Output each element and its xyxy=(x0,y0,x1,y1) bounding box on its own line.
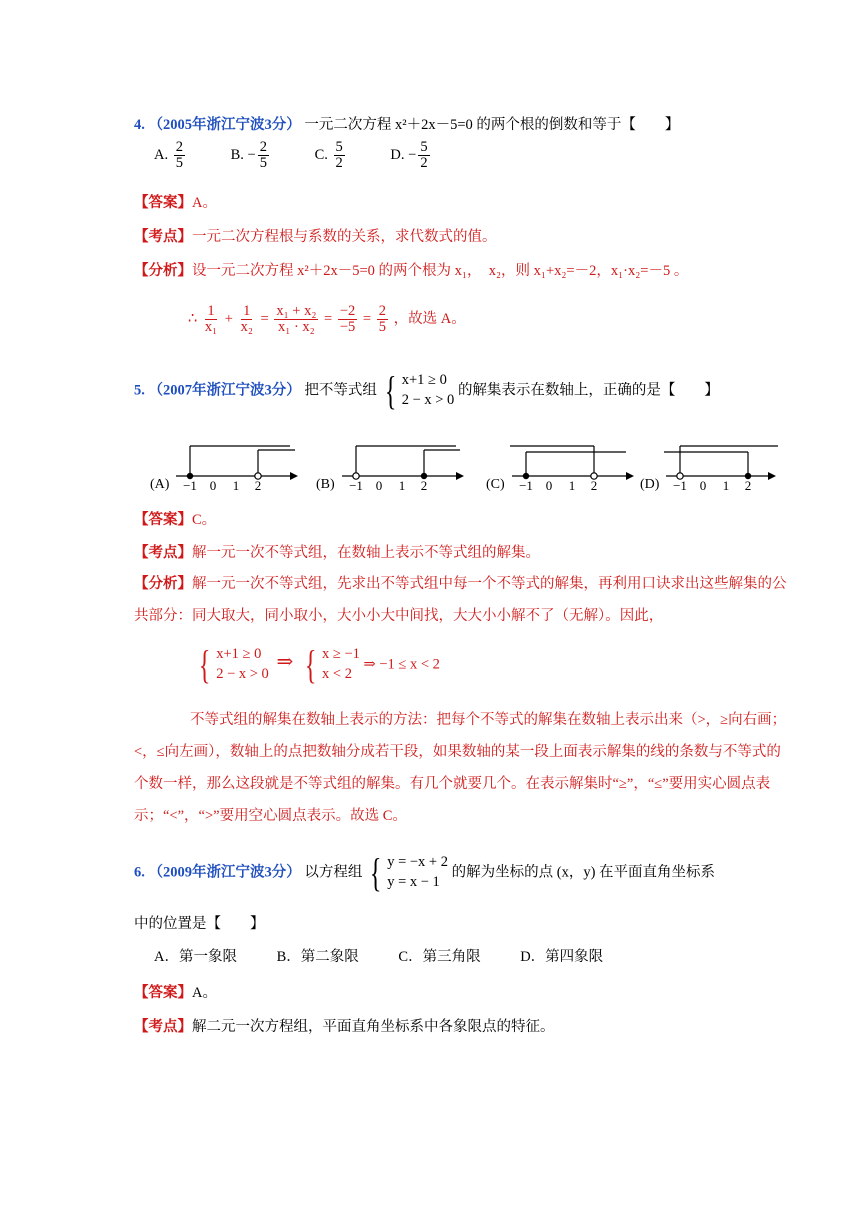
svg-text:−1: −1 xyxy=(349,478,363,493)
svg-text:0: 0 xyxy=(375,478,383,493)
q4-option-a: A. $\frac{2}{5}$ xyxy=(154,139,183,172)
diagram-label-a: (A) xyxy=(150,477,170,492)
svg-text:1: 1 xyxy=(232,478,240,493)
q4-stem: 一元二次方程 x²＋2x－5=0 的两个根的倒数和等于【 】 xyxy=(304,117,680,133)
q6-option-a: A．第一象限 xyxy=(154,949,237,965)
q6-stem-line-2: 中的位置是【 】 xyxy=(134,916,265,932)
svg-text:2: 2 xyxy=(254,478,262,493)
q6-options xyxy=(154,945,643,966)
q5-inequality-system: { x+1 ≥ 0 2 − x > 0 xyxy=(384,368,455,413)
svg-text:−1: −1 xyxy=(519,478,533,493)
q6-source: （2009年浙江宁波3分） xyxy=(148,864,301,881)
svg-text:0: 0 xyxy=(545,478,553,493)
number-line-c xyxy=(486,446,634,493)
svg-text:2: 2 xyxy=(420,478,428,493)
q6-equation-system: { y = −x + 2 y = x − 1 xyxy=(369,850,448,895)
svg-text:0: 0 xyxy=(699,478,707,493)
q5-kaodian: 【考点】解一元一次不等式组，在数轴上表示不等式组的解集。 xyxy=(134,545,540,561)
q5-number: 5. xyxy=(134,382,145,399)
q4-stem-line xyxy=(134,113,679,134)
diagram-label-c: (C) xyxy=(486,477,505,492)
q4-option-c: C. $\frac{5}{2}$ xyxy=(314,139,343,172)
q4-kaodian: 【考点】一元二次方程根与系数的关系，求代数式的值。 xyxy=(134,229,497,245)
number-line-d xyxy=(640,446,778,493)
q5-number-line-options xyxy=(140,438,780,500)
svg-text:2: 2 xyxy=(590,478,598,493)
q4-option-b: B. − $\frac{2}{5}$ xyxy=(230,139,267,172)
svg-text:2: 2 xyxy=(744,478,752,493)
q5-answer: 【答案】C。 xyxy=(134,512,217,528)
diagram-label-b: (B) xyxy=(316,477,335,492)
q6-option-d: D．第四象限 xyxy=(520,949,604,965)
svg-text:−1: −1 xyxy=(673,478,687,493)
q6-answer: 【答案】A。 xyxy=(134,985,217,1001)
svg-text:1: 1 xyxy=(568,478,576,493)
q6-kaodian: 【考点】解二元一次方程组，平面直角坐标系中各象限点的特征。 xyxy=(134,1019,555,1035)
q6-number: 6. xyxy=(134,864,145,881)
svg-text:−1: −1 xyxy=(183,478,197,493)
q4-number: 4. xyxy=(134,117,145,133)
svg-text:0: 0 xyxy=(209,478,217,493)
q5-source: （2007年浙江宁波3分） xyxy=(148,382,301,399)
q4-fenxi: 【分析】设一元二次方程 x²＋2x－5=0 的两个根为 x₁， x₂，则 x₁+x₂=－2，x₁·x₂=－5 。 xyxy=(134,263,689,279)
diagram-label-d: (D) xyxy=(640,477,660,492)
q6-option-c: C．第三角限 xyxy=(398,949,481,965)
fenxi-label: 【分析】 xyxy=(134,263,192,279)
q5-derivation: { x+1 ≥ 0 2 − x > 0 ⇒ { x ≥ −1 x < 2 ⇒ −1 ≤ x < 2 xyxy=(198,642,440,687)
kaodian-label: 【考点】 xyxy=(134,229,192,245)
q4-options xyxy=(154,140,472,171)
q6-stem-line: 6. （2009年浙江宁波3分） 以方程组 { y = −x + 2 y = x − 1 的解为坐标的点 (x，y) 在平面直角坐标系 xyxy=(134,850,716,895)
svg-text:1: 1 xyxy=(398,478,406,493)
svg-text:1: 1 xyxy=(722,478,730,493)
q4-option-d: D. − $\frac{5}{2}$ xyxy=(390,139,428,172)
answer-label: 【答案】 xyxy=(134,195,192,211)
q5-stem-line: 5. （2007年浙江宁波3分） 把不等式组 { x+1 ≥ 0 2 − x > 0 的解集表示在数轴上，正确的是【 】 xyxy=(134,368,719,413)
q4-calculation: ∴ $\frac{1}{\text{x₁}}$ + $\frac{1}{\text{x₂}}$ = $\frac{\text{x₁ + x₂}}{\text{x₁ · x₂}}$ = $\frac{-2}{-5}$ = $\frac{2}{5}$ ，故选 A。 xyxy=(188,303,466,336)
q6-option-b: B．第二象限 xyxy=(276,949,359,965)
number-line-a xyxy=(150,446,298,493)
q4-source: （2005年浙江宁波3分） xyxy=(148,117,301,133)
q4-answer: 【答案】A。 xyxy=(134,195,217,211)
q5-fenxi: 【分析】解一元一次不等式组，先求出不等式组中每一个不等式的解集，再利用口诀求出这些解集的公共部分：同大取大，同小取小，大小小大中间找，大大小小解不了（无解）。因此， xyxy=(134,576,787,624)
q5-method-paragraph: 不等式组的解集在数轴上表示的方法：把每个不等式的解集在数轴上表示出来（>，≥向右画；<，≤向左画），数轴上的点把数轴分成若干段，如果数轴的某一段上面表示解集的线的条数与不等式的个数一样，那么这段就是不等式组的解集。有几个就要几个。在表示解集时“≥”，“≤”要用实心圆点表示；“<”，“>”要用空心圆点表示。故选 C。 xyxy=(134,712,787,824)
number-line-b xyxy=(316,446,464,493)
